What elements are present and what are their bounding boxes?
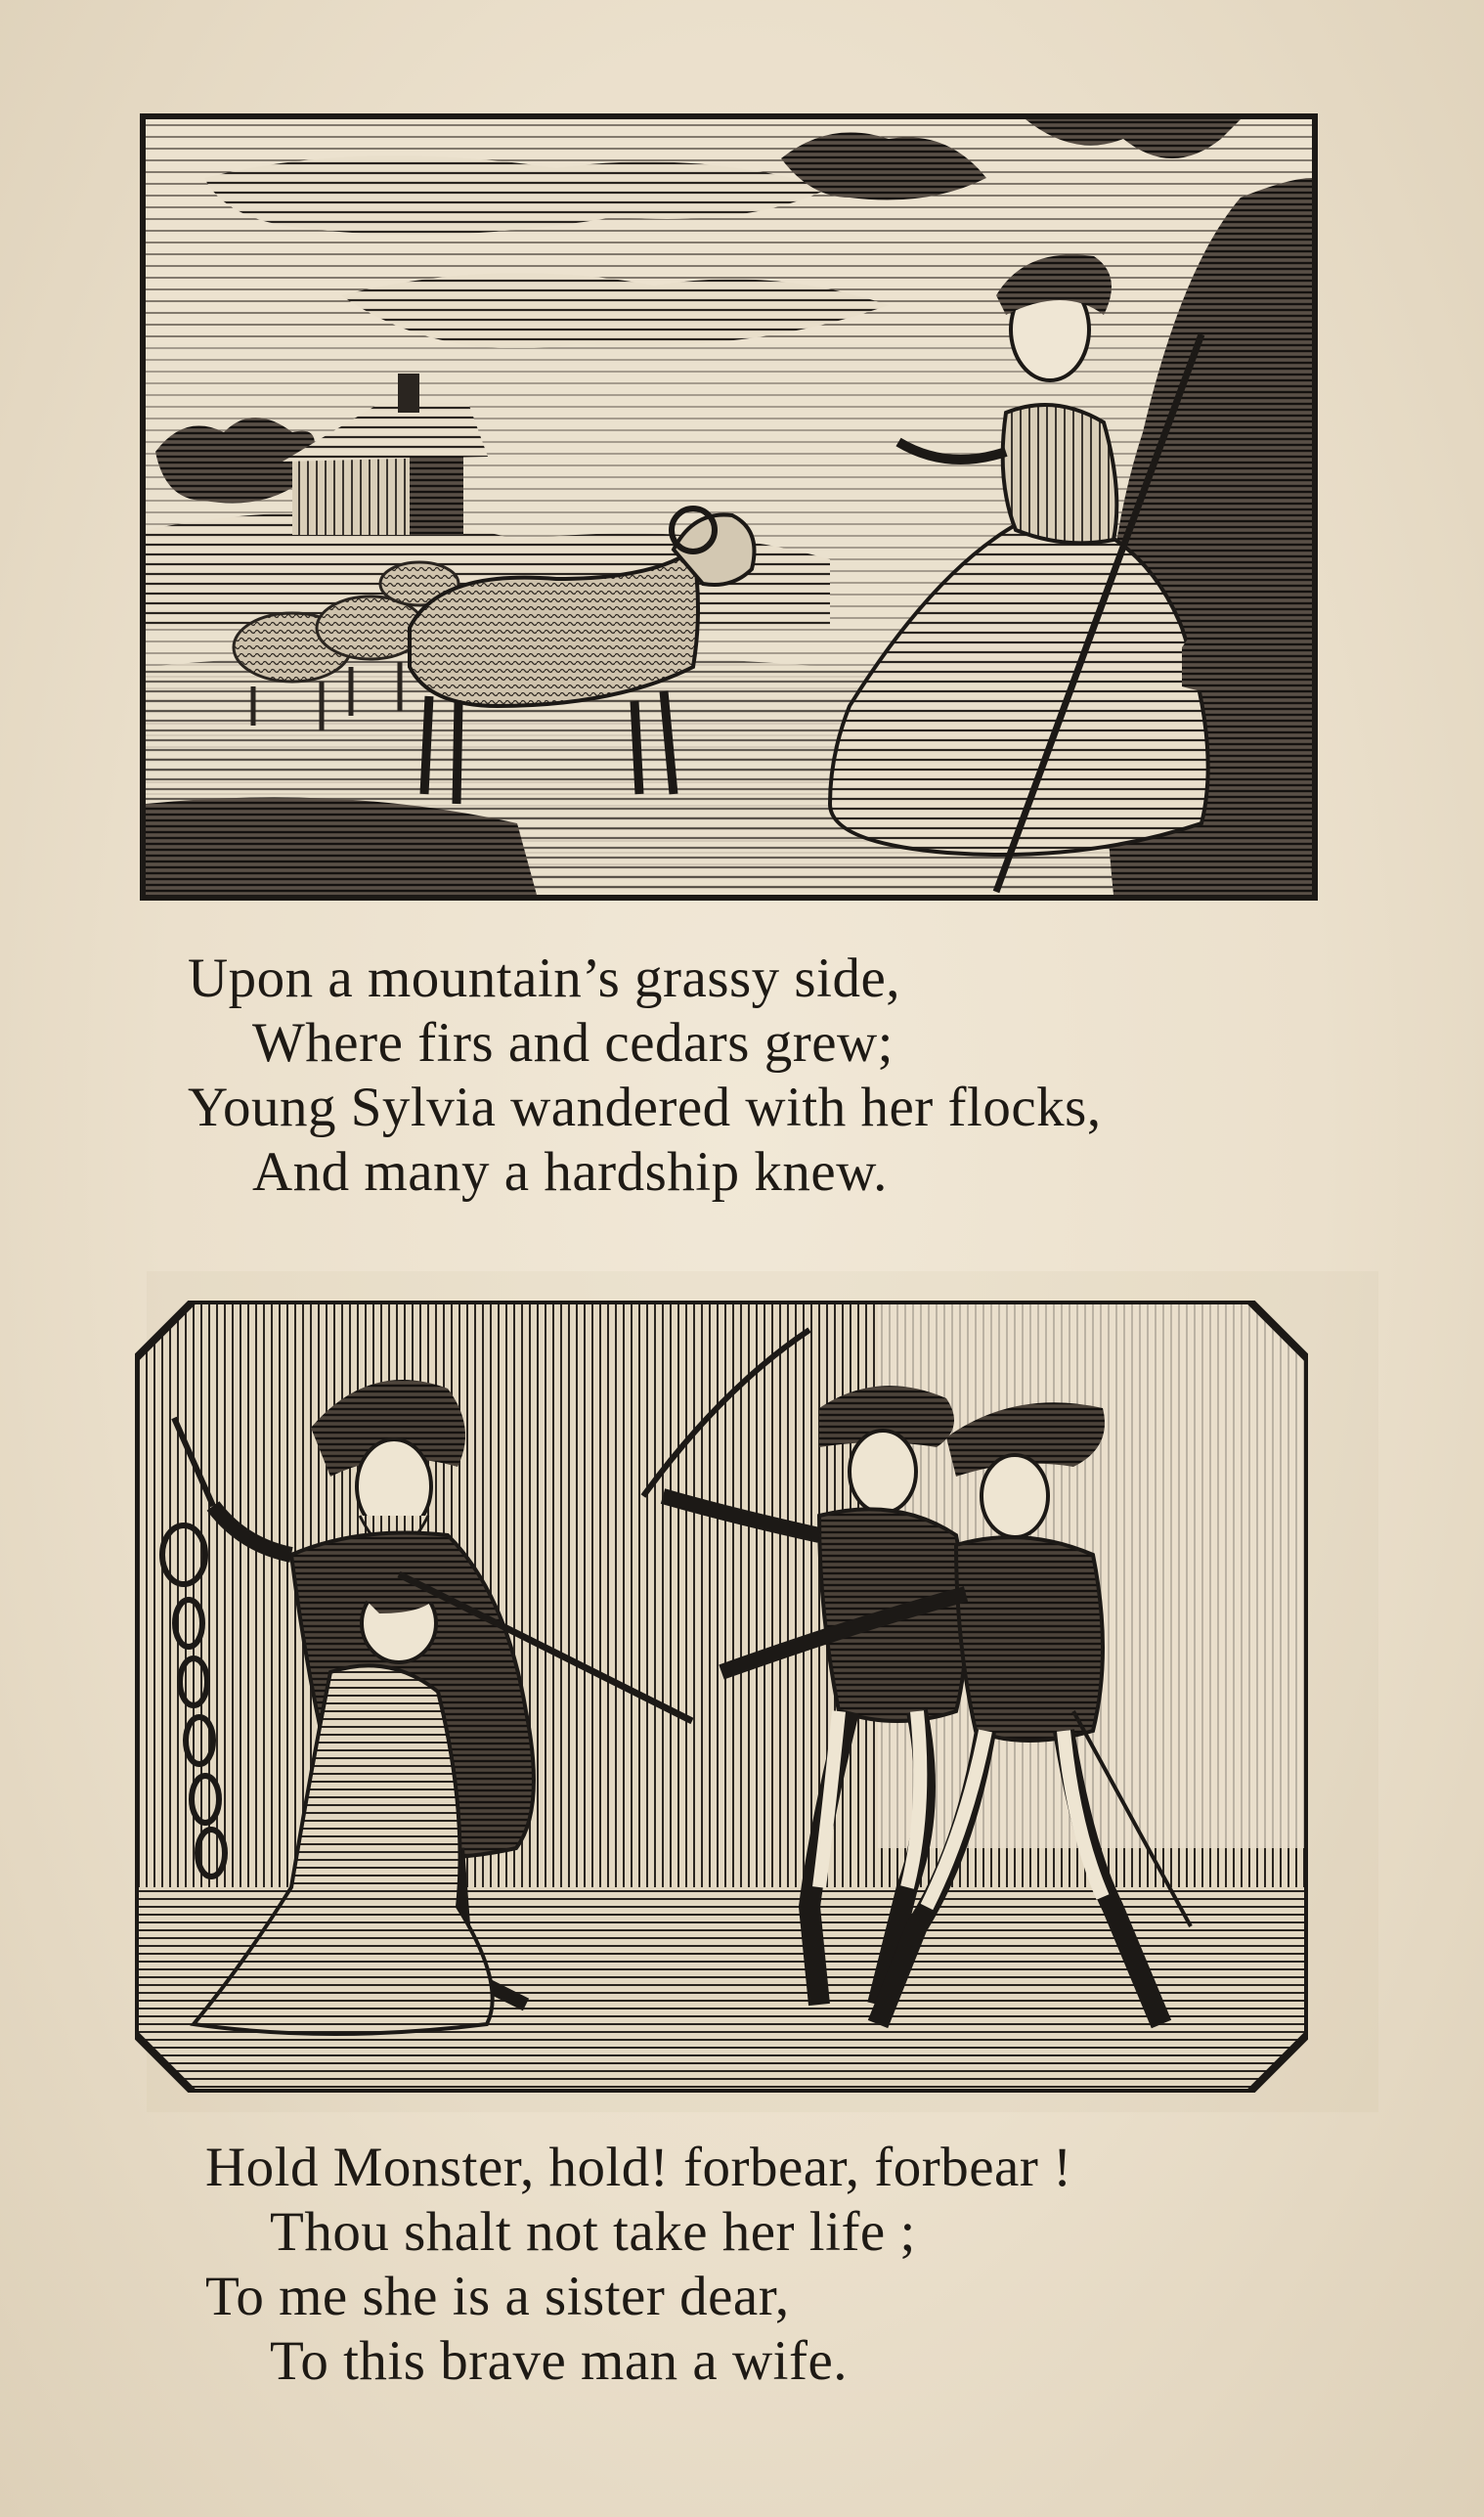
- verse-two: [205, 2136, 1072, 2394]
- verse-one: [188, 947, 1102, 1205]
- rescue-illustration: [135, 1301, 1308, 2093]
- verse-one-line-1: Upon a mountain’s grassy side,: [188, 948, 901, 1009]
- verse-two-line-3: To me she is a sister dear,: [205, 2266, 790, 2327]
- verse-two-line-2: Thou shalt not take her life ;: [270, 2201, 916, 2263]
- shepherdess-illustration: [146, 119, 1312, 895]
- verse-two-line-4: To this brave man a wife.: [270, 2330, 848, 2392]
- rescue-woodcut: [135, 1301, 1308, 2093]
- verse-one-line-2: Where firs and cedars grew;: [252, 1012, 895, 1074]
- verse-one-line-3: Young Sylvia wandered with her flocks,: [188, 1077, 1102, 1138]
- verse-one-line-4: And many a hardship knew.: [252, 1141, 888, 1203]
- shepherdess-woodcut: [140, 113, 1318, 901]
- verse-two-line-1: Hold Monster, hold! forbear, forbear !: [205, 2137, 1072, 2198]
